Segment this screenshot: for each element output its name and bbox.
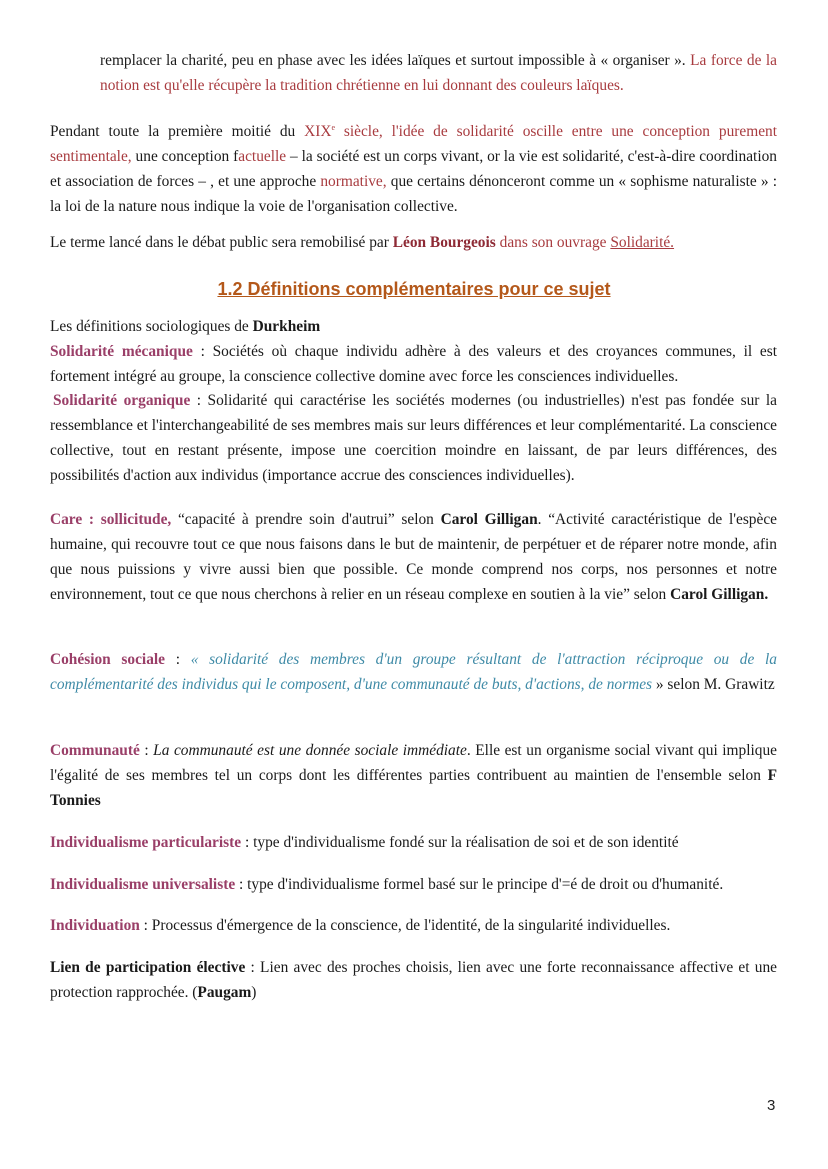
definition-individualisme-particulariste bbox=[50, 830, 777, 855]
section-heading: 1.2 Définitions complémentaires pour ce sujet bbox=[217, 279, 611, 299]
definition-text: : Solidarité qui caractérise les sociétés modernes (ou industrielles) n'est pas fondée sur la ressemblance et l'interchangeabilité de ses membres mais sur leurs différences et leur complémentarité. La conscience collective, tout en restant présente, impose une coercition moindre en laissant, de par leurs différences, des possibilités d'action aux individus (importance accrue des consciences individuelles). bbox=[50, 392, 777, 484]
term: Individualisme universaliste bbox=[50, 876, 236, 893]
text: : bbox=[165, 651, 191, 668]
definition-text: : Processus d'émergence de la conscience, de l'identité, de la singularité individuelles. bbox=[139, 917, 671, 934]
text: . “Activité caractéristique de l'espèce humaine, qui recouvre tout ce que nous faisons dans le but de maintenir, de perpétuer et de réparer notre monde, afin que nous puissions y vivre aussi bien que possible. Ce monde comprend nos corps, nos personnes et notre environnement, tout ce que nous cherchons à relier en un réseau complexe en soutien à la vie” selon bbox=[50, 511, 777, 603]
text: Le terme lancé dans le débat public sera remobilisé par bbox=[50, 234, 393, 251]
highlight: siècle, l'idée de solidarité oscille entre une conception purement sentimentale, bbox=[50, 123, 777, 166]
term: Cohésion sociale bbox=[50, 651, 166, 668]
term: Individuation bbox=[50, 917, 140, 934]
intro-text: remplacer la charité, peu en phase avec les idées laïques et surtout impossible à « organiser ». bbox=[100, 52, 691, 69]
term: Communauté bbox=[50, 742, 140, 759]
text: ) bbox=[251, 984, 257, 1001]
highlight: actuelle bbox=[238, 148, 287, 166]
text: dans son ouvrage bbox=[495, 234, 611, 251]
bourgeois-paragraph bbox=[50, 230, 777, 255]
author-name: Carol Gilligan. bbox=[670, 586, 769, 603]
author-name: Durkheim bbox=[252, 318, 321, 335]
term: Lien de participation élective bbox=[50, 959, 246, 976]
term: Individualisme particulariste bbox=[50, 834, 242, 851]
author-name: F Tonnies bbox=[50, 767, 777, 809]
quote: « solidarité des membres d'un groupe résultant de l'attraction réciproque ou de la complémentarité des individus qui le composent, d'une communauté de buts, d'actions, de normes bbox=[50, 651, 777, 693]
text: : bbox=[139, 742, 154, 759]
italic-text: La communauté est une donnée sociale immédiate bbox=[153, 742, 467, 759]
xix-paragraph bbox=[50, 115, 777, 219]
definition-text: : type d'individualisme formel basé sur le principe d'=é de droit ou d'humanité. bbox=[235, 876, 724, 893]
author-name: Carol Gilligan bbox=[440, 511, 538, 528]
book-title: Solidarité. bbox=[610, 234, 675, 251]
century-sup: e bbox=[331, 123, 336, 132]
definition-individualisme-universaliste bbox=[50, 872, 777, 897]
text: – la société est un corps vivant, or la vie est solidarité, c'est-à-dire coordination et association de forces – , et une approche bbox=[50, 148, 777, 191]
author-name: Léon Bourgeois bbox=[392, 234, 496, 251]
century: XIX bbox=[304, 123, 332, 141]
text: . Elle est un organisme social vivant qui implique l'égalité de ses membres tel un corps dont les différentes parties contribuent au maintien de l'ensemble selon bbox=[50, 742, 777, 784]
text: que certains dénonceront comme un « sophisme naturaliste » : la loi de la nature nous indique la voie de l'organisation collective. bbox=[50, 173, 777, 216]
definition-text: : Sociétés où chaque individu adhère à des valeurs et des croyances communes, il est fortement intégré au groupe, la conscience collective domine avec force les consciences individuelles. bbox=[50, 343, 777, 385]
definition-communaute bbox=[50, 738, 777, 813]
term: Care : sollicitude, bbox=[50, 511, 178, 528]
page-number: 3 bbox=[767, 1097, 776, 1114]
definition-solidarite-mecanique bbox=[50, 339, 777, 389]
definition-solidarite-organique bbox=[50, 388, 777, 488]
text: » selon M. Grawitz bbox=[652, 676, 775, 693]
intro-highlight: La force de la notion est qu'elle récupère la tradition chrétienne en lui donnant des couleurs laïques. bbox=[100, 52, 777, 94]
definition-text: : type d'individualisme fondé sur la réalisation de soi et de son identité bbox=[241, 834, 679, 851]
term: Solidarité mécanique bbox=[50, 343, 193, 360]
intro-paragraph bbox=[100, 48, 777, 98]
text: Les définitions sociologiques de bbox=[50, 318, 253, 335]
highlight: normative, bbox=[320, 173, 387, 191]
definition-care bbox=[50, 507, 777, 607]
term: Solidarité organique bbox=[53, 392, 191, 409]
text: Pendant toute la première moitié du bbox=[50, 123, 305, 141]
definition-cohesion-sociale bbox=[50, 647, 777, 697]
definition-text: : Lien avec des proches choisis, lien avec une forte reconnaissance affective et une protection rapprochée. ( bbox=[50, 959, 777, 1001]
author-name: Paugam bbox=[197, 984, 252, 1001]
durkheim-intro bbox=[50, 314, 777, 339]
text: une conception f bbox=[131, 148, 239, 166]
text: “capacité à prendre soin d'autrui” selon bbox=[177, 511, 441, 528]
definition-lien-participation-elective bbox=[50, 955, 777, 1005]
definition-individuation bbox=[50, 913, 777, 938]
